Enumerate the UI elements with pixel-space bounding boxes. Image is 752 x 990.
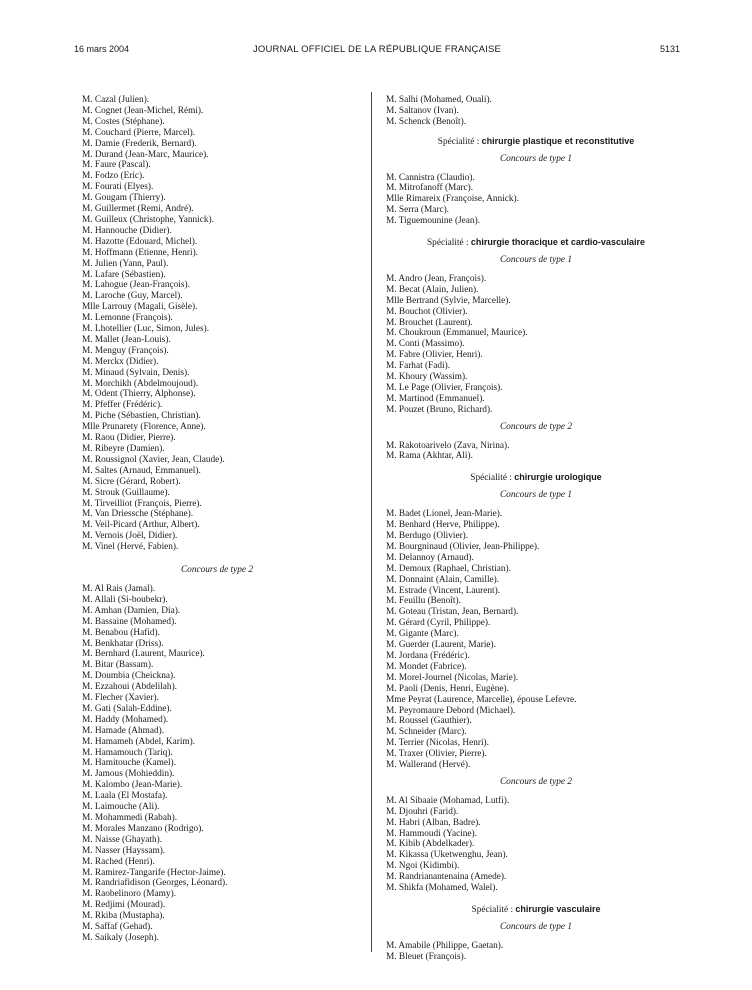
list-item: M. Traxer (Olivier, Pierre). — [386, 749, 487, 760]
list-item: M. Ngoi (Kidimbi). — [386, 861, 460, 872]
name-list — [386, 173, 686, 228]
list-item: M. Kalombo (Jean-Marie). — [82, 780, 183, 791]
list-item: M. Flecher (Xavier). — [82, 693, 159, 704]
list-item: M. Roussel (Gauthier). — [386, 716, 472, 727]
list-item: M. Mondet (Fabrice). — [386, 661, 467, 672]
list-item: M. Badet (Lionel, Jean-Marie). — [386, 509, 503, 520]
concours-title: Concours de type 1 — [499, 153, 573, 164]
list-item: M. Gati (Salah-Eddine). — [82, 703, 172, 714]
list-item: M. Allali (Si-boubekr). — [82, 594, 168, 605]
list-item: M. Julien (Yann, Paul). — [82, 258, 169, 269]
list-item: M. Tirveilliot (François, Pierre). — [82, 498, 202, 509]
concours-title: Concours de type 2 — [499, 421, 573, 432]
list-item: M. Bassaine (Mohamed). — [82, 616, 177, 627]
list-item: M. Jamous (Mohieddin). — [82, 769, 175, 780]
list-item: M. Saffaf (Gehad). — [82, 922, 153, 933]
list-item: M. Al Rais (Jamal). — [82, 583, 156, 594]
list-item: M. Hannouche (Didier). — [82, 225, 172, 236]
list-item: M. Vernois (Joël, Didier). — [82, 531, 178, 542]
list-item: M. Lhotellier (Luc, Simon, Jules). — [82, 324, 210, 335]
list-item: M. Lemonne (François). — [82, 313, 173, 324]
name-list — [386, 796, 686, 894]
specialty-name: chirurgie urologique — [514, 472, 602, 483]
left-list-b — [82, 584, 352, 944]
list-item: M. Nasser (Hayssam). — [82, 845, 166, 856]
name-list — [386, 509, 686, 771]
specialty-prefix: Spécialité : — [437, 136, 482, 147]
page-header — [74, 44, 680, 58]
list-item: M. Morchikh (Abdelmoujoud). — [82, 378, 199, 389]
list-item: M. Estrade (Vincent, Laurent). — [386, 585, 501, 596]
list-item: M. Couchard (Pierre, Marcel). — [82, 127, 196, 138]
list-item: M. Durand (Jean-Marc, Maurice). — [82, 149, 209, 160]
list-item: M. Peyromaure Debord (Michael). — [386, 705, 516, 716]
list-item: M. Guillermet (Remi, André). — [82, 204, 194, 215]
list-item: M. Amabile (Philippe, Gaetan). — [386, 940, 504, 951]
list-item: M. Doumbia (Cheickna). — [82, 671, 176, 682]
list-item: M. Laimouche (Ali). — [82, 802, 160, 813]
list-item: M. Naisse (Ghayath). — [82, 834, 163, 845]
list-item: M. Benabou (Hafid). — [82, 627, 160, 638]
list-item: M. Hazotte (Edouard, Michel). — [82, 236, 198, 247]
list-item: M. Merckx (Didier). — [82, 356, 159, 367]
specialty-title — [386, 136, 686, 148]
specialty-name: chirurgie thoracique et cardio-vasculaire — [470, 237, 645, 248]
list-item: M. Van Driessche (Stéphane). — [82, 509, 194, 520]
name-list — [386, 441, 686, 463]
name-list — [386, 941, 686, 963]
list-item: M. Cognet (Jean-Michel, Rémi). — [82, 105, 204, 116]
specialty-prefix: Spécialité : — [471, 905, 516, 915]
specialty-name: chirurgie vasculaire — [515, 904, 601, 914]
list-item: M. Khoury (Wassim). — [386, 372, 468, 383]
list-item: M. Morales Manzano (Rodrigo). — [82, 823, 204, 834]
concours-title: Concours de type 1 — [499, 490, 573, 501]
list-item: M. Sicre (Gérard, Robert). — [82, 476, 181, 487]
list-item: M. Mallet (Jean-Louis). — [82, 334, 171, 345]
list-item: M. Veil-Picard (Arthur, Albert). — [82, 520, 200, 531]
list-item: M. Conti (Massimo). — [386, 339, 465, 350]
list-item: M. Andro (Jean, François). — [386, 273, 487, 284]
list-item: M. Cannistra (Claudio). — [386, 172, 475, 183]
list-item: M. Fabre (Olivier, Henri). — [386, 350, 483, 361]
list-item: M. Raobelinoro (Mamy). — [82, 889, 176, 900]
list-item: M. Saltes (Arnaud, Emmanuel). — [82, 465, 201, 476]
list-item: M. Schenck (Benoît). — [386, 116, 467, 127]
list-item: M. Demoux (Raphael, Christian). — [386, 563, 511, 574]
list-item: M. Gougam (Thierry). — [82, 193, 166, 204]
list-item: M. Le Page (Olivier, François). — [386, 382, 503, 393]
list-item: M. Farhat (Fadi). — [386, 361, 451, 372]
list-item: M. Ezzahoui (Abdelilah). — [82, 682, 178, 693]
list-item: M. Randrianantenaina (Amede). — [386, 872, 507, 883]
list-item: M. Piche (Sébastien, Christian). — [82, 411, 201, 422]
list-item: M. Hoffmann (Etienne, Henri). — [82, 247, 199, 258]
list-item: M. Lafare (Sébastien). — [82, 269, 166, 280]
list-item: M. Minaud (Sylvain, Denis). — [82, 367, 190, 378]
list-item: M. Saltanov (Ivan). — [386, 105, 459, 116]
list-item: M. Guerder (Laurent, Marie). — [386, 640, 496, 651]
list-item: M. Habri (Alban, Badre). — [386, 817, 481, 828]
list-item: M. Delannoy (Arnaud). — [386, 552, 474, 563]
list-item: M. Vinel (Hervé, Fabien). — [82, 542, 179, 553]
list-item: M. Ribeyre (Damien). — [82, 444, 165, 454]
list-item: M. Brouchet (Laurent). — [386, 317, 473, 328]
list-item: M. Roussignol (Xavier, Jean, Claude). — [82, 454, 225, 465]
list-item: M. Tiguemounine (Jean). — [386, 216, 480, 227]
list-item: M. Goteau (Tristan, Jean, Bernard). — [386, 607, 519, 618]
list-item: M. Bitar (Bassam). — [82, 660, 154, 671]
concours-title: Concours de type 2 — [499, 776, 573, 787]
list-item: M. Hamameh (Abdel, Karim). — [82, 736, 196, 747]
list-item: M. Guilleux (Christophe, Yannick). — [82, 214, 214, 225]
list-item: M. Menguy (François). — [82, 345, 169, 356]
list-item: M. Ramirez-Tangarife (Hector-Jaime). — [82, 867, 226, 878]
concours-title: Concours de type 1 — [499, 254, 573, 265]
list-item: Mme Peyrat (Laurence, Marcelle), épouse Lefevre. — [386, 694, 577, 705]
list-item: M. Pfeffer (Frédéric). — [82, 400, 163, 411]
list-item: M. Donnaint (Alain, Camille). — [386, 574, 500, 585]
list-item: M. Saikaly (Joseph). — [82, 932, 159, 943]
list-item: M. Paoli (Denis, Henri, Eugène). — [386, 683, 509, 694]
list-item: M. Raou (Didier, Pierre). — [82, 433, 176, 444]
concours-type-2-title: Concours de type 2 — [180, 565, 254, 576]
list-item: M. Costes (Stéphane). — [82, 116, 165, 127]
list-item: M. Bouchot (Olivier). — [386, 306, 468, 317]
list-item: M. Pouzet (Bruno, Richard). — [386, 404, 493, 415]
list-item: M. Serra (Marc). — [386, 205, 449, 216]
concours-title: Concours de type 1 — [499, 921, 573, 932]
list-item: M. Wallerand (Hervé). — [386, 760, 471, 771]
list-item: M. Rached (Henri). — [82, 856, 155, 867]
list-item: M. Laala (El Mostafa). — [82, 791, 168, 802]
list-item: M. Faure (Pascal). — [82, 160, 151, 171]
list-item: M. Benkhatar (Driss). — [82, 638, 164, 649]
left-column — [82, 95, 352, 944]
specialty-title — [386, 472, 686, 484]
list-item: M. Choukroun (Emmanuel, Maurice). — [386, 328, 528, 339]
list-item: M. Kibib (Abdelkader). — [386, 839, 475, 850]
name-list — [386, 274, 686, 416]
list-item: M. Redjimi (Mourad). — [82, 900, 166, 911]
list-item: M. Benhard (Herve, Philippe). — [386, 520, 500, 531]
list-item: M. Morel-Journel (Nicolas, Marie). — [386, 672, 519, 683]
column-divider — [371, 92, 372, 952]
list-item: Mlle Larrouy (Magali, Gisèle). — [82, 302, 198, 313]
list-item: M. Gérard (Cyril, Philippe). — [386, 618, 491, 629]
list-item: M. Terrier (Nicolas, Henri). — [386, 738, 489, 749]
specialty-name: chirurgie plastique et reconstitutive — [481, 135, 635, 146]
list-item: M. Odent (Thierry, Alphonse). — [82, 389, 196, 400]
list-item: M. Al Sibaaie (Mohamad, Lutfi). — [386, 795, 510, 806]
list-item: M. Berdugo (Olivier). — [386, 531, 469, 541]
list-item: M. Hamitouche (Kamel). — [82, 758, 176, 769]
list-item: M. Cazal (Julien). — [82, 95, 150, 105]
list-item: M. Schneider (Marc). — [386, 727, 467, 738]
list-item: Mlle Rimareix (Françoise, Annick). — [386, 194, 519, 205]
list-item: M. Shikfa (Mohamed, Walel). — [386, 883, 498, 894]
header-date: 16 mars 2004 — [74, 44, 130, 54]
header-page-number: 5131 — [659, 44, 680, 54]
list-item: M. Kikassa (Uketwenghu, Jean). — [386, 850, 508, 861]
list-item: M. Mitrofanoff (Marc). — [386, 183, 474, 194]
specialty-prefix: Spécialité : — [470, 473, 515, 484]
list-item: M. Laroche (Guy, Marcel). — [82, 291, 183, 302]
list-item: Mlle Bertrand (Sylvie, Marcelle). — [386, 295, 511, 306]
list-item: M. Haddy (Mohamed). — [82, 714, 169, 725]
list-item: M. Hammoudi (Yacine). — [386, 828, 477, 839]
list-item: M. Gigante (Marc). — [386, 629, 459, 640]
right-column — [386, 95, 686, 963]
list-item: M. Bleuet (François). — [386, 951, 467, 962]
list-item: M. Mohammedi (Rabah). — [82, 813, 178, 823]
list-item: M. Djouhri (Farid). — [386, 806, 459, 817]
list-item: M. Rakotoarivelo (Zava, Nirina). — [386, 440, 510, 451]
list-item: M. Martinod (Emmanuel). — [386, 393, 485, 404]
list-item: M. Rama (Akhtar, Ali). — [386, 451, 473, 462]
right-list-top — [386, 95, 686, 128]
list-item: M. Lahogue (Jean-François). — [82, 280, 190, 291]
list-item: M. Hamamouch (Tariq). — [82, 747, 173, 758]
specialty-title — [386, 237, 686, 249]
list-item: M. Fourati (Elyes). — [82, 182, 154, 193]
list-item: Mlle Prunarety (Florence, Anne). — [82, 422, 206, 433]
list-item: M. Salhi (Mohamed, Ouali). — [386, 95, 492, 105]
list-item: M. Rkiba (Mustapha). — [82, 911, 165, 922]
list-item: M. Hamade (Ahmad). — [82, 725, 165, 736]
list-item: M. Bourgninaud (Olivier, Jean-Philippe). — [386, 541, 540, 552]
list-item: M. Randriafidison (Georges, Léonard). — [82, 878, 228, 889]
right-sections — [386, 136, 686, 963]
header-title: JOURNAL OFFICIEL DE LA RÉPUBLIQUE FRANÇAISE — [252, 44, 502, 55]
list-item: M. Damie (Frederik, Bernard). — [82, 138, 197, 149]
specialty-prefix: Spécialité : — [427, 238, 471, 249]
list-item: M. Amhan (Damien, Dia). — [82, 605, 181, 616]
list-item: M. Jordana (Frédéric). — [386, 650, 470, 661]
list-item: M. Strouk (Guillaume). — [82, 487, 170, 498]
list-item: M. Fodzo (Eric). — [82, 171, 145, 182]
list-item: M. Becat (Alain, Julien). — [386, 284, 479, 295]
specialty-title — [386, 904, 686, 916]
left-list-a — [82, 95, 352, 553]
list-item: M. Bernhard (Laurent, Maurice). — [82, 649, 205, 660]
list-item: M. Feuillu (Benoît). — [386, 596, 461, 607]
